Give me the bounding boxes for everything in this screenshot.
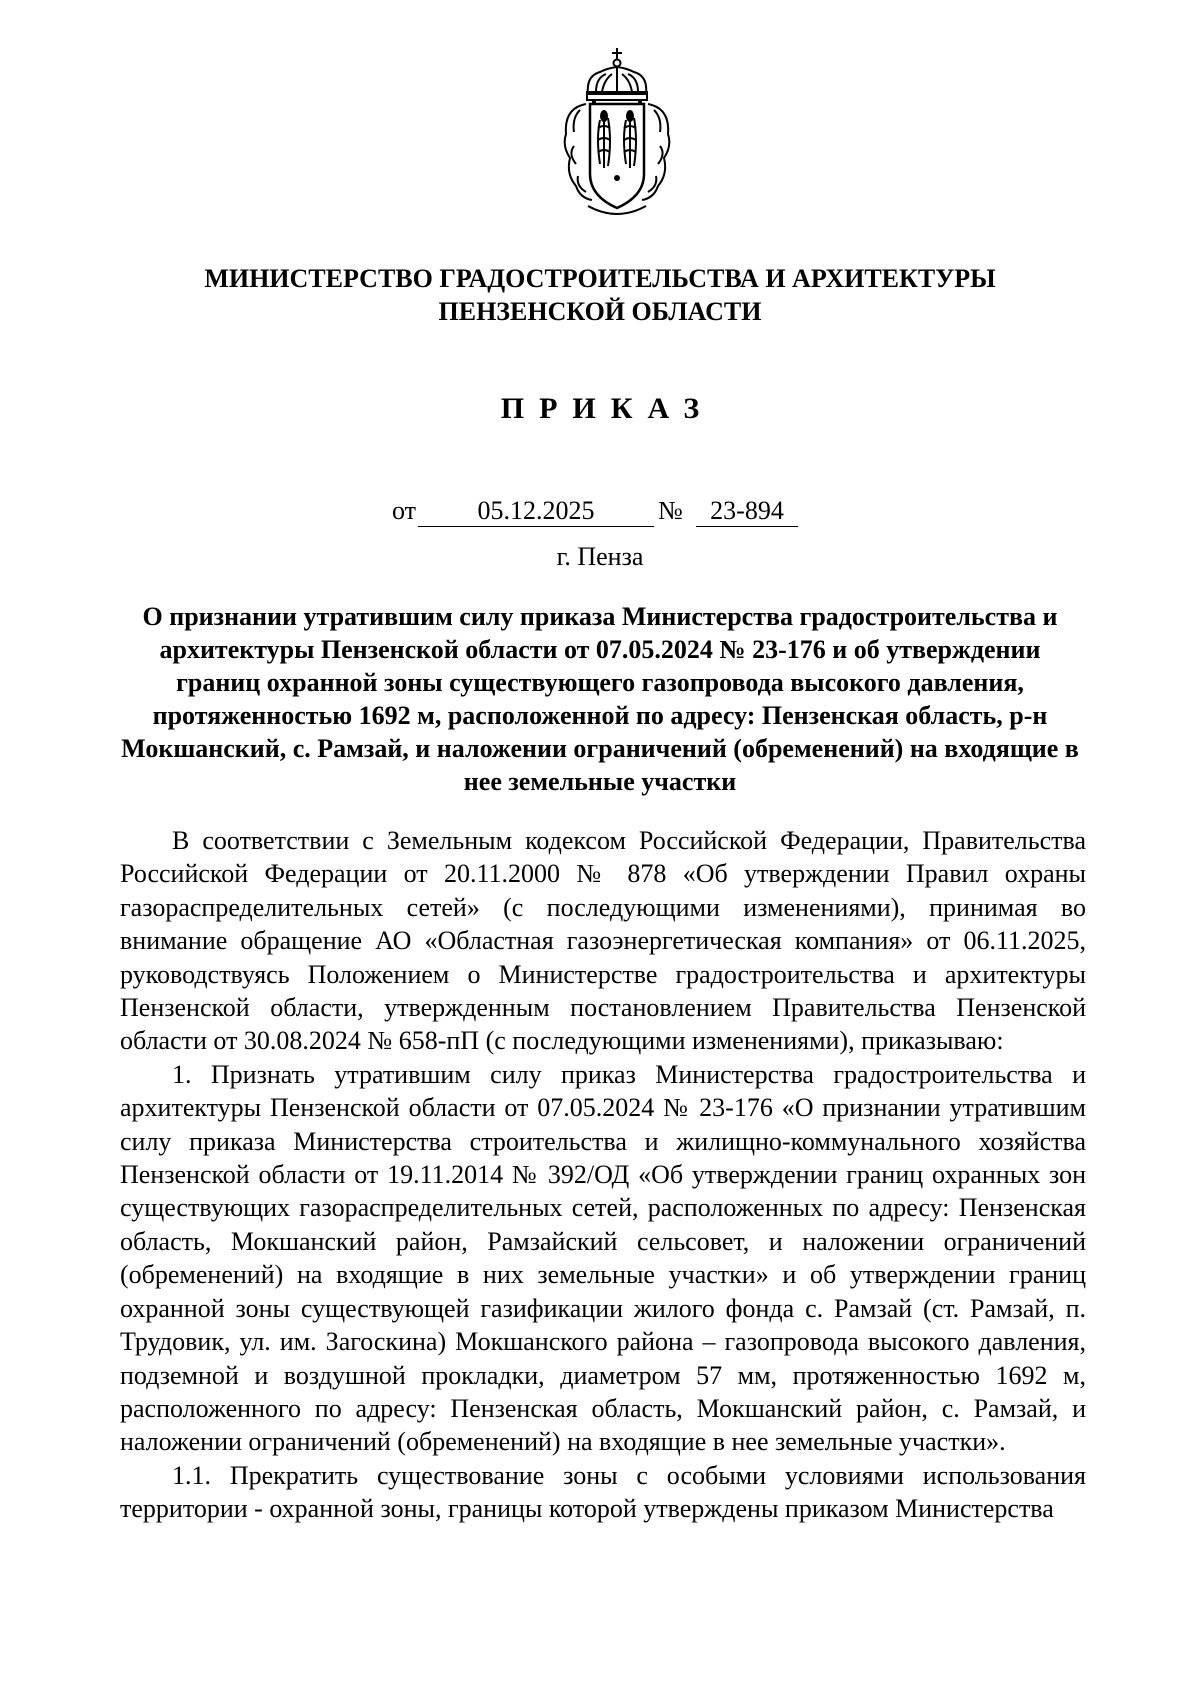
number-label: № — [658, 496, 683, 525]
document-type: ПРИКАЗ — [500, 392, 715, 425]
body-paragraph-item-1: 1. Признать утратившим силу приказ Министерства градостроительства и архитектуры Пензенской области от 07.05.2024 № 23-176 «О признании утратившим силу приказа Министерства строительства и жилищно-коммунального хозяйства Пензенской области от 19.11.2014 № 392/ОД «Об утверждении границ охранных зон существующих газораспределительных сетей, расположенных по адресу: Пензенская область, Мокшанский район, Рамзайский сельсовет, и наложении ограничений (обременений) на входящие в них земельные участки» и об утверждении границ охранной зоны существующей газификации жилого фонда с. Рамзай (ст. Рамзай, п. Трудовик, ул. им. Загоскина) Мокшанского района – газопровода высокого давления, подземной и воздушной прокладки, диаметром 57 мм, протяженностью 1692 м, расположенного по адресу: Пензенская область, Мокшанский район, с. Рамзай, и наложении ограничений (обременений) на входящие в нее земельные участки». — [120, 1059, 1086, 1457]
body-paragraph-item-1-1: 1.1. Прекратить существование зоны с особыми условиями использования территории - охранной зоны, границы которой утверждены приказом Министерства — [120, 1460, 1086, 1524]
document-number: 23-894 — [696, 496, 798, 527]
body-paragraph-preamble: В соответствии с Земельным кодексом Российской Федерации, Правительства Российской Федерации от 20.11.2000 № 878 «Об утверждении Правил охраны газораспределительных сетей» (с последующими изменениями), принимая во внимание обращение АО «Областная газоэнергетическая компания» от 06.11.2025, руководствуясь Положением о Министерстве градостроительства и архитектуры Пензенской области, утвержденным постановлением Правительства Пензенской области от 30.08.2024 № 658-пП (с последующими изменениями), приказываю: — [120, 826, 1086, 1056]
document-body — [120, 824, 1086, 1526]
coat-of-arms-icon — [558, 46, 676, 218]
document-date: 05.12.2025 — [418, 496, 654, 527]
document-city: г. Пенза — [556, 542, 644, 571]
ministry-name-line1: МИНИСТЕРСТВО ГРАДОСТРОИТЕЛЬСТВА И АРХИТЕКТУРЫ — [204, 264, 996, 293]
date-label: от — [392, 496, 417, 525]
ministry-name-line2: ПЕНЗЕНСКОЙ ОБЛАСТИ — [438, 297, 762, 326]
ministry-name — [100, 262, 1100, 328]
document-subject: О признании утратившим силу приказа Министерства градостроительства и архитектуры Пензенской области от 07.05.2024 № 23-176 и об утверждении границ охранной зоны существующего газопровода высокого давления, протяженностью 1692 м, расположенной по адресу: Пензенская область, р-н Мокшанский, с. Рамзай, и наложении ограничений (обременений) на входящие в нее земельные участки — [121, 602, 1079, 796]
